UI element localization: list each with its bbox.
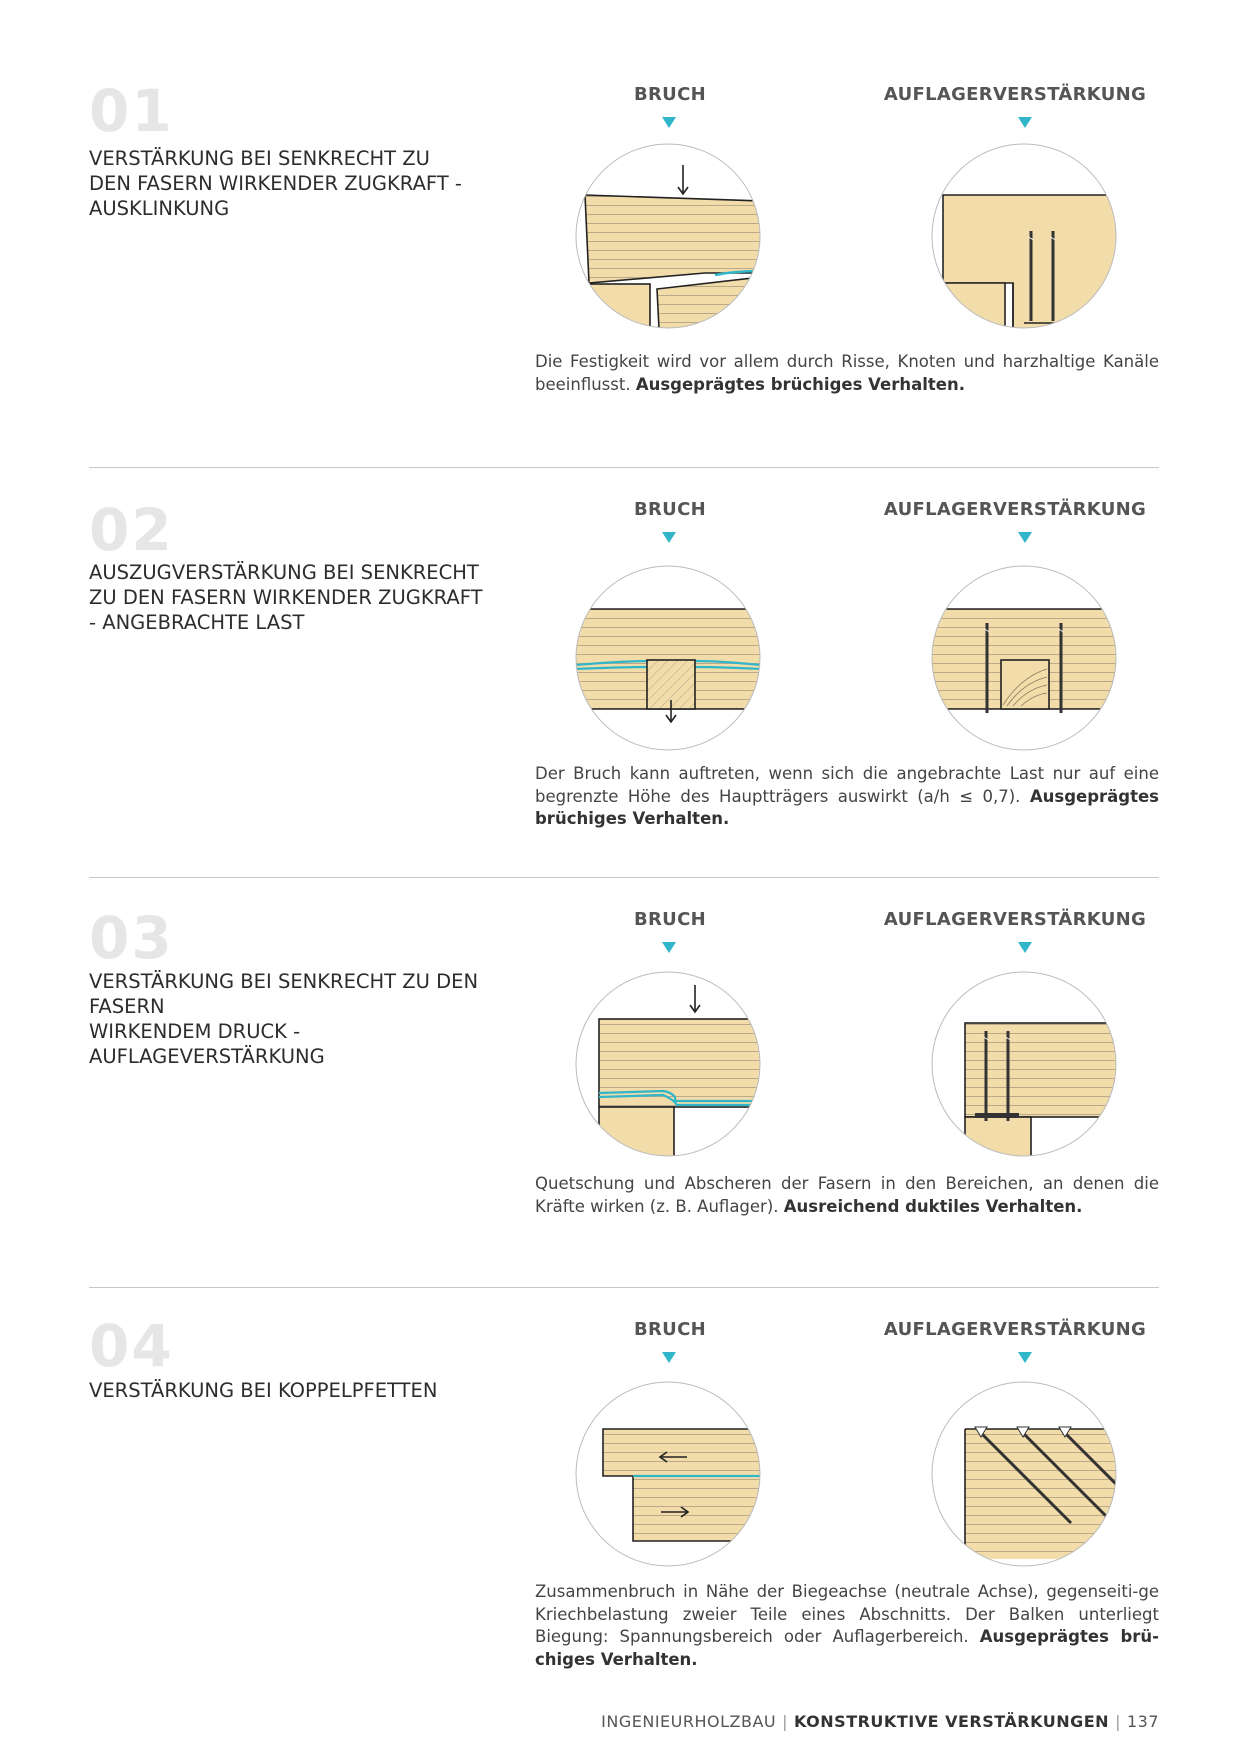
label-bruch: BRUCH [634, 84, 706, 105]
section-number: 01 [89, 77, 174, 145]
diagram-auflager-02 [931, 565, 1117, 751]
diagram-bruch-03 [575, 971, 761, 1157]
triangle-down-icon [662, 942, 676, 953]
triangle-down-icon [662, 1352, 676, 1363]
section-number: 02 [89, 496, 174, 564]
triangle-down-icon [1018, 532, 1032, 543]
section-description: Die Festigkeit wird vor allem durch Risse, Knoten und harzhaltige Kanäle beeinflusst. Ausgeprägtes brüchiges Verhalten. [535, 352, 1159, 394]
section-04 [0, 1233, 1240, 1669]
section-title: VERSTÄRKUNG BEI SENKRECHT ZU DEN FASERN WIRKENDEM DRUCK - AUFLAGEVERSTÄRKUNG [89, 970, 479, 1068]
page-number: 137 [1126, 1712, 1159, 1731]
label-auflagerverstaerkung: AUFLAGERVERSTÄRKUNG [883, 909, 1147, 930]
section-number: 03 [89, 904, 174, 972]
label-bruch: BRUCH [634, 499, 706, 520]
diagram-auflager-01 [931, 143, 1117, 329]
diagram-auflager-04 [931, 1381, 1117, 1567]
section-01 [0, 0, 1240, 410]
label-bruch: BRUCH [634, 909, 706, 930]
section-title: VERSTÄRKUNG BEI SENKRECHT ZU DEN FASERN WIRKENDER ZUGKRAFT - AUSKLINKUNG [89, 147, 462, 220]
triangle-down-icon [1018, 942, 1032, 953]
label-bruch: BRUCH [634, 1319, 706, 1340]
section-description: Quetschung und Abscheren der Fasern in den Bereichen, an denen die Kräfte wirken (z. B. Auflager). Ausreichend duktiles Verhalten. [535, 1174, 1159, 1216]
label-auflagerverstaerkung: AUFLAGERVERSTÄRKUNG [883, 499, 1147, 520]
triangle-down-icon [1018, 117, 1032, 128]
footer-separator: | [782, 1712, 788, 1731]
label-auflagerverstaerkung: AUFLAGERVERSTÄRKUNG [883, 84, 1147, 105]
triangle-down-icon [1018, 1352, 1032, 1363]
triangle-down-icon [662, 532, 676, 543]
diagram-bruch-02 [575, 565, 761, 751]
section-02 [0, 413, 1240, 828]
footer-chapter: KONSTRUKTIVE VERSTÄRKUNGEN [794, 1712, 1110, 1731]
section-title: AUSZUGVERSTÄRKUNG BEI SENKRECHT ZU DEN FASERN WIRKENDER ZUGKRAFT - ANGEBRACHTE LAST [89, 561, 483, 634]
diagram-auflager-03 [931, 971, 1117, 1157]
footer-left: INGENIEURHOLZBAU [601, 1712, 777, 1731]
diagram-bruch-01 [575, 143, 761, 329]
triangle-down-icon [662, 117, 676, 128]
page-footer [601, 1712, 1159, 1731]
section-description: Der Bruch kann auftreten, wenn sich die angebrachte Last nur auf eine begrenzte Höhe des Hauptträgers auswirkt (a/h ≤ 0,7). Ausgeprägtes brüchiges Verhalten. [535, 764, 1159, 828]
section-03 [0, 823, 1240, 1233]
label-auflagerverstaerkung: AUFLAGERVERSTÄRKUNG [883, 1319, 1147, 1340]
footer-separator: | [1115, 1712, 1121, 1731]
section-description: Zusammenbruch in Nähe der Biegeachse (neutrale Achse), gegenseiti-ge Kriechbelastung zweier Teile eines Abschnitts. Der Balken unterliegt Biegung: Spannungsbereich oder Auflagerbereich. Ausgeprägtes brü-chiges Verhalten. [535, 1582, 1160, 1669]
diagram-bruch-04 [575, 1381, 761, 1567]
section-number: 04 [89, 1312, 174, 1380]
section-title: VERSTÄRKUNG BEI KOPPELPFETTEN [89, 1379, 438, 1402]
